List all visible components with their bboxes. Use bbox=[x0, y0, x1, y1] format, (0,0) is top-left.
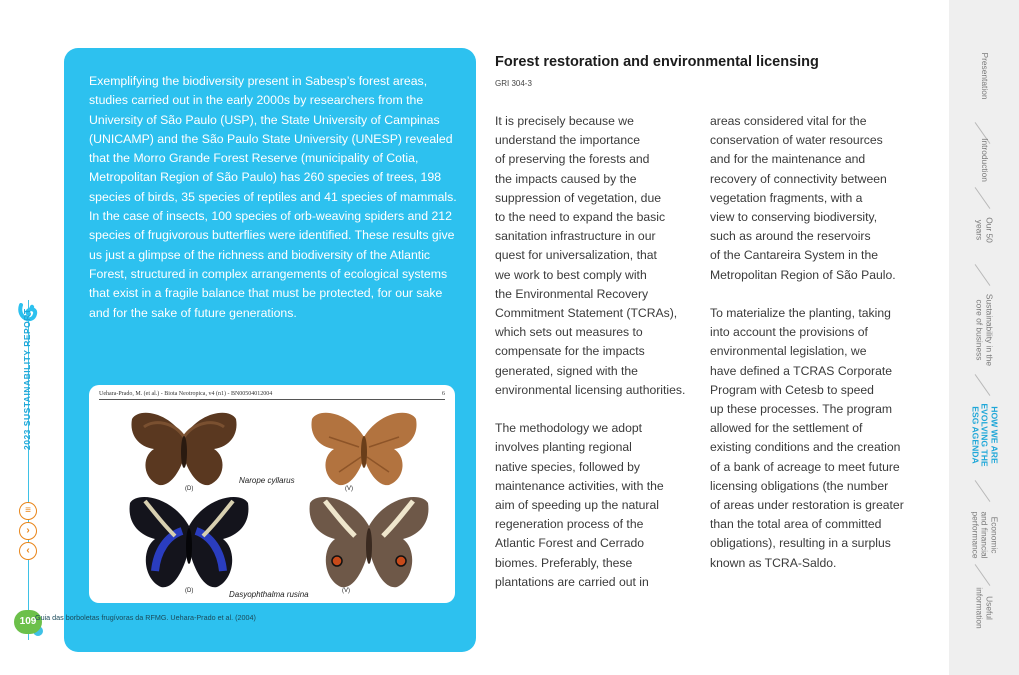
tab-introduction[interactable] bbox=[949, 125, 1019, 195]
page-title: Forest restoration and environmental licensing bbox=[495, 54, 819, 70]
tab-label: Economic and financial performance bbox=[970, 511, 1000, 559]
text-line: quest for universalization, that bbox=[495, 248, 657, 263]
left-rail bbox=[0, 0, 60, 675]
page-number: 109 bbox=[14, 610, 42, 634]
chevron-left-icon: ‹ bbox=[26, 545, 30, 556]
section-sidebar bbox=[949, 0, 1019, 675]
text-line: and for the maintenance and bbox=[710, 152, 866, 167]
figure-header-text: Uehara-Prado, M. (et al.) - Biota Neotropica, v4 (n1) - BN00504012004 bbox=[99, 391, 273, 397]
report-label: 2023 SUSTAINABILITY REPORT bbox=[22, 308, 32, 450]
text-line: conservation of water resources bbox=[710, 133, 883, 148]
text-line: allowed for the settlement of bbox=[710, 421, 863, 436]
text-line: involves planting regional bbox=[495, 440, 632, 455]
text-line: areas considered vital for the bbox=[710, 114, 867, 128]
label-dorsal-1: (D) bbox=[185, 486, 194, 492]
text-line: Commitment Statement (TCRAs), bbox=[495, 306, 678, 321]
dasyophthalma-dorsal-butterfly-image bbox=[127, 491, 252, 591]
text-line: regeneration process of the bbox=[495, 517, 644, 532]
text-line: native species, followed by bbox=[495, 459, 640, 474]
text-line: aim of speeding up the natural bbox=[495, 498, 659, 513]
biodiversity-text: Exemplifying the biodiversity present in Sabesp’s forest areas, studies carried out in the early 2000s by researchers from the University of São Paulo (USP), the State University of Campinas (UNICAMP) and the São Paulo State University (UNESP) revealed that the Morro Grande Forest Reserve (municipality of Cotia, Metropolitan Region of São Paulo) has 260 species of trees, 198 species of birds, 35 species of reptiles and 41 species of mammals. In the case of insects, 100 species of orb-weaving spiders and 212 species of frugivorous butterflies were identified. These results give us just a glimpse of the richness and biodiversity of the Atlantic Forest, structured in complex arrangements of ecological systems that exist in a fragile balance that must be protected, for our sake and for the sake of future generations. bbox=[89, 74, 457, 320]
text-line: It is precisely because we bbox=[495, 114, 634, 128]
narope-ventral-butterfly-image bbox=[309, 407, 419, 489]
butterfly-figure bbox=[89, 385, 455, 603]
text-line: vegetation fragments, with a bbox=[710, 190, 863, 205]
chevron-right-icon: › bbox=[26, 525, 30, 536]
text-line: understand the importance bbox=[495, 133, 640, 148]
figure-header bbox=[99, 391, 445, 400]
species-name-2: Dasyophthalma rusina bbox=[229, 590, 309, 599]
text-line: of preserving the forests and bbox=[495, 152, 650, 167]
tab-sustainability-core[interactable] bbox=[949, 285, 1019, 375]
tab-useful-information[interactable] bbox=[949, 578, 1019, 638]
tab-presentation[interactable] bbox=[949, 40, 1019, 112]
tab-economic-performance[interactable] bbox=[949, 495, 1019, 575]
text-line: Metropolitan Region of São Paulo. bbox=[710, 267, 896, 282]
text-line: Program with Cetesb to speed bbox=[710, 382, 874, 397]
text-line: of areas under restoration is greater bbox=[710, 498, 904, 513]
text-line: up these processes. The program bbox=[710, 402, 893, 417]
next-page-button[interactable] bbox=[19, 522, 37, 540]
biodiversity-box bbox=[64, 48, 476, 652]
text-line: sanitation infrastructure in our bbox=[495, 229, 656, 244]
text-line: maintenance activities, with the bbox=[495, 478, 664, 493]
text-line: biomes. Preferably, these bbox=[495, 555, 633, 570]
text-line: generated, signed with the bbox=[495, 363, 638, 378]
column-2-paragraph-1 bbox=[710, 112, 925, 285]
species-name-1: Narope cyllarus bbox=[239, 476, 295, 485]
text-line: The methodology we adopt bbox=[495, 421, 643, 436]
tab-label: HOW WE ARE EVOLVING THE ESG AGENDA bbox=[970, 403, 1000, 467]
tab-divider bbox=[975, 264, 991, 286]
article-column-2 bbox=[710, 112, 925, 573]
text-line: environmental licensing authorities. bbox=[495, 382, 686, 397]
text-line: existing conditions and the creation bbox=[710, 440, 901, 455]
tab-esg-agenda[interactable] bbox=[949, 395, 1019, 475]
article-column-1 bbox=[495, 112, 700, 592]
text-line: have defined a TCRAS Corporate bbox=[710, 363, 893, 378]
tab-our-50-years[interactable] bbox=[949, 205, 1019, 255]
text-line: of a bank of acreage to meet future bbox=[710, 459, 900, 474]
column-1-paragraph-1 bbox=[495, 112, 700, 400]
text-line: environmental legislation, we bbox=[710, 344, 867, 359]
text-line: licensing obligations (the number bbox=[710, 478, 889, 493]
label-ventral-1: (V) bbox=[345, 486, 353, 492]
text-line: the impacts caused by the bbox=[495, 171, 637, 186]
tab-label: Useful information bbox=[975, 587, 995, 629]
text-line: plantations are carried out in bbox=[495, 574, 649, 589]
text-line: compensate for the impacts bbox=[495, 344, 645, 359]
tab-label: Our 50 years bbox=[975, 217, 995, 243]
text-line: which sets out measures to bbox=[495, 325, 643, 340]
text-line: the Environmental Recovery bbox=[495, 286, 649, 301]
tab-label: Sustainability in the core of business bbox=[975, 293, 995, 367]
figure-header-page: 6 bbox=[442, 391, 445, 397]
narope-dorsal-butterfly-image bbox=[129, 407, 239, 489]
text-line: To materialize the planting, taking bbox=[710, 306, 891, 321]
text-line: such as around the reservoirs bbox=[710, 229, 871, 244]
dasyophthalma-ventral-butterfly-image bbox=[307, 491, 432, 591]
tab-label: Introduction bbox=[979, 138, 990, 182]
tab-label: Presentation bbox=[979, 52, 990, 100]
label-ventral-2: (V) bbox=[342, 588, 350, 594]
tab-divider bbox=[975, 374, 991, 396]
text-line: obligations), resulting in a surplus bbox=[710, 536, 891, 551]
prev-page-button[interactable] bbox=[19, 542, 37, 560]
text-line: Atlantic Forest and Cerrado bbox=[495, 536, 645, 551]
figure-caption: Guia das borboletas frugívoras da RFMG. Uehara-Prado et al. (2004) bbox=[35, 613, 256, 622]
text-line: to the need to expand the basic bbox=[495, 210, 666, 225]
text-line: than the total area of committed bbox=[710, 517, 882, 532]
label-dorsal-2: (D) bbox=[185, 588, 194, 594]
menu-button[interactable] bbox=[19, 502, 37, 520]
text-line: suppression of vegetation, due bbox=[495, 190, 662, 205]
column-2-paragraph-2 bbox=[710, 304, 925, 573]
text-line: known as TCRA-Saldo. bbox=[710, 555, 837, 570]
menu-icon: ≡ bbox=[25, 505, 31, 516]
text-line: we work to best comply with bbox=[495, 267, 647, 282]
gri-code: GRI 304-3 bbox=[495, 79, 532, 88]
text-line: recovery of connectivity between bbox=[710, 171, 887, 186]
text-line: of the Cantareira System in the bbox=[710, 248, 879, 263]
text-line: into account the provisions of bbox=[710, 325, 868, 340]
text-line: view to conserving biodiversity, bbox=[710, 210, 878, 225]
column-1-paragraph-2 bbox=[495, 419, 700, 592]
